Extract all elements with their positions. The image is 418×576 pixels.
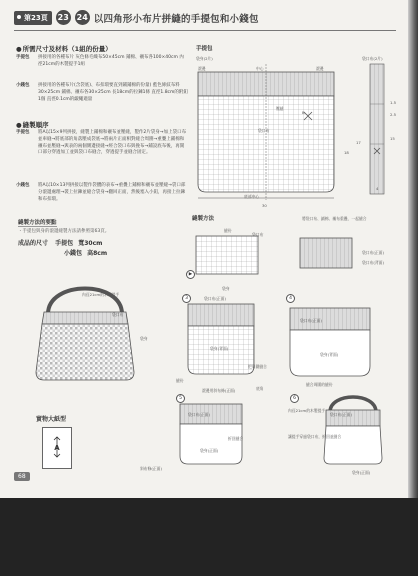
step1-diagram <box>196 236 276 282</box>
bag-center-label: 中心 <box>256 66 264 71</box>
fullsize-label: 實物大紙型 <box>36 416 67 423</box>
side-dim-2: 2.5 <box>390 112 397 117</box>
bag-diagram-label: 手提包 <box>196 46 213 52</box>
bag-bottom-center: 底部中心 <box>244 194 260 199</box>
page-number: 68 <box>14 472 30 481</box>
finished-bag-size: 寬30cm <box>78 240 103 247</box>
book-binding-edge <box>408 0 418 498</box>
steps-bag-text: 將A以15×9列拼接，縫製上鋪棉和襯布並壓縫，製作2片袋身→加上袋口布並車縫→將底部的角落壓成袋底→將兩片正面相對縫合周圍→重疊上鋪棉和襯布並壓縫→與表的兩個側邊接縫→經合袋口布與挽布→鋪設底布後，再開口部分穿過加工並與袋口布縫合，穿過提手並縫合固定。 <box>38 130 187 156</box>
step4-note-mouth: 袋口布(正面) <box>300 318 322 323</box>
tip-heading: 縫製方法的要點 <box>18 220 57 226</box>
bag-part-label: 袋身(2片) <box>196 56 213 61</box>
step2-note-back: 袋口布(背面) <box>362 260 384 265</box>
step3-note-sew: 把周圍縫合 <box>248 364 267 369</box>
finished-size-label: 成品的尺寸 <box>18 240 49 247</box>
steps-heading: ● 縫製順序 <box>16 120 49 129</box>
step2-note-layer: 將袋口布、鋪棉、襯布重疊，一起縫合 <box>302 216 367 221</box>
page-tag: 第23頁 <box>14 11 52 25</box>
step1-note-mouth: 袋口布 <box>252 232 264 237</box>
side-part-label: 袋口布(2片) <box>362 56 383 61</box>
step3-note-body: 袋身(背面) <box>210 346 229 351</box>
side-bottom-dim: 4 <box>376 186 379 191</box>
step5-note-fold: 折回縫合 <box>228 436 244 441</box>
bag-edge-label-right: 滾邊 <box>316 66 324 71</box>
steps-purse <box>16 183 188 203</box>
steps-bag <box>16 130 188 157</box>
method-label: 縫製方法 <box>192 216 215 222</box>
step1-note-body: 袋身 <box>222 286 230 291</box>
materials-heading: ● 所需尺寸及材料（1組的份量） <box>16 44 112 53</box>
bag-stitch-label: 壓縫 <box>276 106 284 111</box>
materials-purse-label: 小錢包 <box>16 83 30 88</box>
step4-note-seam: 縫合周圍的縫份 <box>306 382 333 387</box>
step3-note-mouth: 袋口布(正面) <box>204 296 226 301</box>
page-title: 以四角形小布片拼縫的手提包和小錢包 <box>93 13 259 25</box>
step5-note-body: 袋身(正面) <box>200 448 219 453</box>
step3-note-seam: 縫份 <box>176 378 184 383</box>
step-number-3: 3 <box>182 294 191 303</box>
finished-bag-name: 手提包 <box>55 240 74 247</box>
project-number-1: 23 <box>56 10 71 25</box>
step4-note-body: 袋身(背面) <box>320 352 339 357</box>
scan-background <box>0 498 418 576</box>
step-number-5: 5 <box>176 394 185 403</box>
grain-arrow-icon <box>52 437 62 457</box>
header-divider <box>14 30 396 31</box>
illus-note-handle: 內徑21cm的木製提手 <box>82 292 120 297</box>
bag-edge-label: 滾邊 <box>198 66 206 71</box>
side-dim-1: 1.5 <box>390 100 397 105</box>
tip-text: ・手提包與身的滾邊縫製方法請參照第63頁。 <box>18 229 110 234</box>
step3-diagram <box>188 304 268 384</box>
step-number-6: 6 <box>290 394 299 403</box>
step2-note-front: 袋口布(正面) <box>362 250 384 255</box>
step5-note-strip: 斜布條(正面) <box>140 466 162 471</box>
steps-bag-label: 手提包 <box>16 130 30 135</box>
steps-purse-label: 小錢包 <box>16 183 30 188</box>
side-dim-4: 17 <box>356 140 361 145</box>
step2-diagram <box>300 238 360 278</box>
finished-size <box>18 238 102 247</box>
step6-note-body: 袋身(正面) <box>352 470 371 475</box>
step6-note-handle: 內徑21cm的木製提手 <box>288 408 326 413</box>
materials-purse-text: 拼接用的各種布片(含袋底)、布扣環要直到鋪鋪棉的份量) 藍色條紋布料30×25cm 鋪棉、襯布各30×25cm 長18cm的拉鍊1條 直徑1.8cm的附釦1個 直徑0.1cm的緞繩適量 <box>38 83 188 102</box>
step-number-4: 4 <box>286 294 295 303</box>
side-dim-3: 15 <box>390 136 395 141</box>
fullsize-piece-letter: A <box>54 444 60 452</box>
page-header <box>14 10 259 25</box>
step1-note-seam: 縫份 <box>224 228 232 233</box>
finished-purse-size: 高8cm <box>87 250 108 257</box>
finished-purse-name: 小錢包 <box>64 250 83 257</box>
materials-bag-label: 手提包 <box>16 55 30 60</box>
project-number-2: 24 <box>75 10 90 25</box>
materials-bag-text: 拼接用的各種布片 灰色條毛織布50×45cm 鋪棉、襯布各100×40cm 內徑21cm的木製提手1組 <box>38 55 184 67</box>
materials-purse <box>16 83 188 103</box>
finished-size-purse <box>64 248 107 257</box>
step6-note-mouth: 袋口布(正面) <box>330 412 352 417</box>
bag-b-label: B <box>302 110 305 115</box>
bag-height-dim: 18 <box>344 150 349 155</box>
step-arrow-1: ▶ <box>186 270 195 279</box>
step3-note-corner: 底角 <box>256 386 264 391</box>
materials-bag <box>16 55 188 69</box>
step5-note-mouth: 袋口布(正面) <box>188 412 210 417</box>
illus-note-body: 袋身 <box>140 336 148 341</box>
step6-note-thread: 讓提手穿過袋口布，折回並縫合 <box>288 434 342 439</box>
step5-note-binding: 滾邊用斜布條(正面) <box>202 388 236 393</box>
illus-note-mouth: 袋口布 <box>112 312 124 317</box>
bag-mouth-label: 袋口布 <box>258 128 270 133</box>
bag-pattern-diagram <box>198 64 398 204</box>
steps-purse-text: 將A以10×13列拼接以製作袋體的表布→重疊上鋪棉和襯布並壓縫→袋口部分滾邊處理→裝上拉鍊並縫合袋身→翻回正面，然後塞入小釦，再接上拉鍊和布扣環。 <box>38 183 186 202</box>
bag-width-dim: 30 <box>262 203 267 208</box>
